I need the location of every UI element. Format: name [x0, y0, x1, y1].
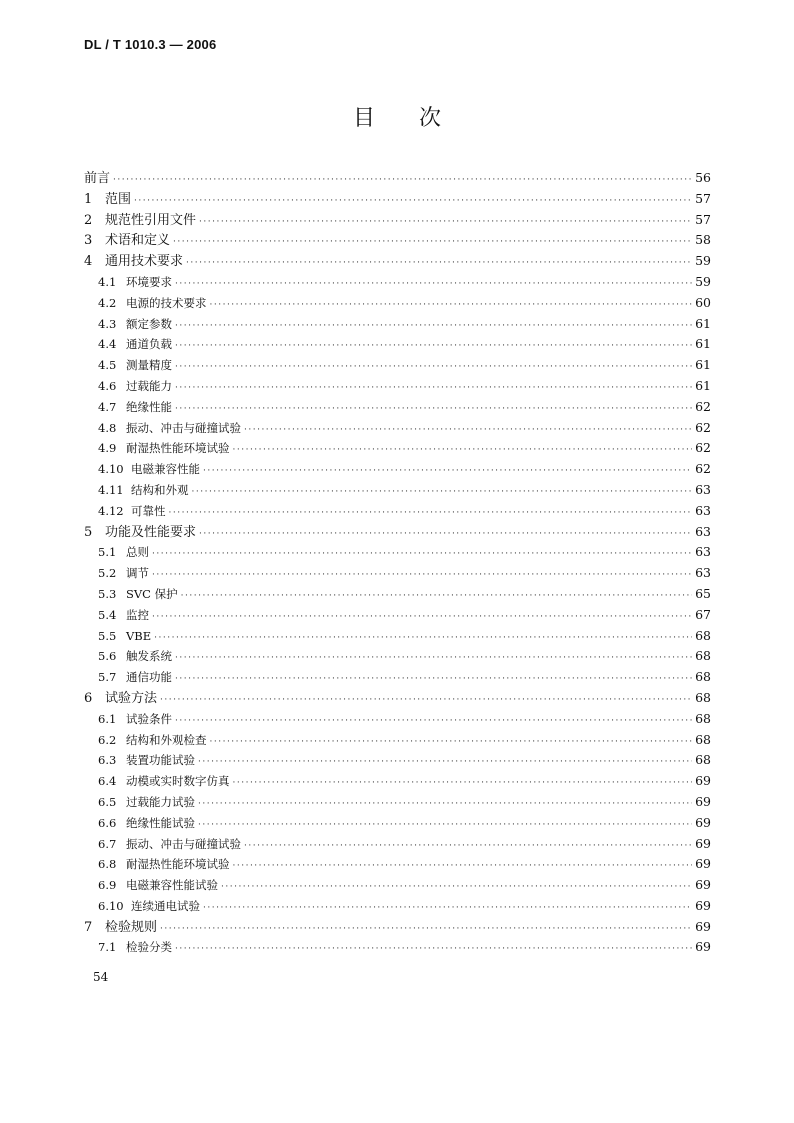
- toc-entry[interactable]: [84, 688, 711, 709]
- toc-leader-dots: [221, 877, 692, 898]
- toc-leader-dots: [152, 607, 692, 628]
- toc-entry-number: 6.5: [98, 794, 117, 809]
- toc-leader-dots: [113, 170, 692, 191]
- toc-entry-label: 振动、冲击与碰撞试验: [126, 420, 241, 435]
- toc-entry-label: 绝缘性能试验: [126, 815, 195, 830]
- toc-entry[interactable]: [84, 917, 711, 938]
- toc-entry-label: 环境要求: [126, 274, 172, 289]
- toc-entry-number: 5.6: [98, 649, 117, 664]
- toc-entry-label: 触发系统: [126, 649, 172, 664]
- toc-entry-page: 59: [695, 253, 711, 269]
- toc-entry-number: 4.7: [98, 399, 117, 414]
- toc-entry-page: 69: [695, 814, 711, 830]
- toc-entry-page: 69: [695, 856, 711, 872]
- table-of-contents: [84, 168, 711, 958]
- toc-entry-number: 4.12: [98, 503, 124, 518]
- toc-entry[interactable]: [84, 355, 711, 376]
- toc-entry-number: 6.10: [98, 898, 124, 913]
- toc-leader-dots: [199, 212, 692, 233]
- toc-entry-page: 63: [695, 565, 711, 581]
- toc-entry-number: 5.3: [98, 586, 117, 601]
- toc-entry[interactable]: [84, 397, 711, 418]
- toc-entry-number: 4.6: [98, 378, 117, 393]
- toc-leader-dots: [175, 711, 692, 732]
- toc-leader-dots: [198, 752, 692, 773]
- toc-entry[interactable]: [84, 896, 711, 917]
- toc-entry[interactable]: [84, 771, 711, 792]
- toc-entry-label: 电磁兼容性能试验: [126, 878, 218, 893]
- toc-entry-number: 6.7: [98, 836, 117, 851]
- toc-entry[interactable]: [84, 792, 711, 813]
- toc-entry-label: 测量精度: [126, 358, 172, 373]
- toc-entry-label: 检验规则: [105, 919, 158, 935]
- toc-entry[interactable]: [84, 418, 711, 439]
- toc-entry[interactable]: [84, 937, 711, 958]
- toc-entry-page: 68: [695, 731, 711, 747]
- toc-entry[interactable]: [84, 750, 711, 771]
- toc-leader-dots: [233, 440, 693, 461]
- toc-entry-number: 7: [84, 919, 93, 935]
- toc-leader-dots: [175, 399, 692, 420]
- toc-leader-dots: [152, 565, 692, 586]
- toc-entry-page: 68: [695, 752, 711, 768]
- toc-entry-label: 可靠性: [131, 503, 166, 518]
- toc-entry-label: 调节: [126, 566, 149, 581]
- toc-entry-label: VBE: [126, 628, 152, 643]
- toc-leader-dots: [152, 544, 692, 565]
- toc-entry[interactable]: [84, 584, 711, 605]
- toc-entry-page: 63: [695, 544, 711, 560]
- toc-entry-page: 61: [695, 357, 711, 373]
- toc-entry-page: 63: [695, 502, 711, 518]
- toc-entry[interactable]: [84, 605, 711, 626]
- toc-leader-dots: [181, 586, 692, 607]
- toc-entry-number: 1: [84, 191, 93, 207]
- toc-entry-number: 4.9: [98, 441, 117, 456]
- toc-entry[interactable]: [84, 667, 711, 688]
- toc-entry-page: 69: [695, 835, 711, 851]
- toc-leader-dots: [244, 836, 692, 857]
- toc-leader-dots: [233, 773, 693, 794]
- toc-leader-dots: [175, 336, 692, 357]
- toc-leader-dots: [233, 856, 693, 877]
- toc-entry-page: 62: [695, 461, 711, 477]
- toc-entry-label: 试验条件: [126, 711, 172, 726]
- toc-leader-dots: [134, 191, 692, 212]
- toc-leader-dots: [154, 628, 692, 649]
- toc-entry-page: 69: [695, 939, 711, 955]
- toc-leader-dots: [160, 919, 692, 940]
- toc-entry-number: 6.9: [98, 878, 117, 893]
- toc-leader-dots: [192, 482, 693, 503]
- toc-leader-dots: [175, 669, 692, 690]
- toc-entry-label: 绝缘性能: [126, 399, 172, 414]
- toc-entry-page: 69: [695, 918, 711, 934]
- toc-leader-dots: [186, 253, 692, 274]
- toc-entry-page: 69: [695, 773, 711, 789]
- toc-entry-number: 4.1: [98, 274, 117, 289]
- toc-entry-label: 规范性引用文件: [105, 212, 197, 228]
- toc-entry-label: 功能及性能要求: [105, 524, 197, 540]
- toc-entry-label: 连续通电试验: [131, 898, 200, 913]
- toc-leader-dots: [199, 524, 692, 545]
- toc-entry[interactable]: [84, 834, 711, 855]
- toc-entry-page: 56: [695, 170, 711, 185]
- toc-entry-page: 68: [695, 710, 711, 726]
- toc-entry-label: 范围: [105, 191, 132, 207]
- toc-entry-number: 2: [84, 212, 93, 228]
- toc-entry-label: 监控: [126, 607, 149, 622]
- toc-entry-page: 68: [695, 689, 711, 705]
- toc-leader-dots: [198, 815, 692, 836]
- toc-entry[interactable]: [84, 438, 711, 459]
- toc-entry-page: 57: [695, 190, 711, 206]
- toc-entry[interactable]: [84, 459, 711, 480]
- toc-entry-number: 4.3: [98, 316, 117, 331]
- toc-entry[interactable]: [84, 251, 711, 272]
- toc-leader-dots: [210, 732, 693, 753]
- toc-entry-label: 总则: [126, 545, 149, 560]
- toc-entry-number: 5.7: [98, 670, 117, 685]
- toc-entry-label: 振动、冲击与碰撞试验: [126, 836, 241, 851]
- toc-leader-dots: [175, 648, 692, 669]
- toc-entry-label: 试验方法: [105, 690, 158, 706]
- toc-entry-number: 4: [84, 254, 93, 270]
- toc-entry-page: 69: [695, 793, 711, 809]
- toc-entry-page: 63: [695, 523, 711, 539]
- toc-entry-page: 58: [695, 232, 711, 248]
- toc-entry-label: 结构和外观: [131, 482, 189, 497]
- toc-leader-dots: [169, 503, 693, 524]
- title-char-2: 次: [419, 106, 442, 131]
- toc-entry-page: 57: [695, 211, 711, 227]
- toc-entry-page: 61: [695, 336, 711, 352]
- toc-entry-label: 耐湿热性能环境试验: [126, 857, 230, 872]
- toc-leader-dots: [244, 420, 692, 441]
- toc-entry-label: 电磁兼容性能: [131, 462, 200, 477]
- toc-entry[interactable]: [84, 854, 711, 875]
- toc-entry-page: 69: [695, 877, 711, 893]
- toc-entry[interactable]: [84, 730, 711, 751]
- toc-entry-label: 检验分类: [126, 940, 172, 955]
- page-number: 54: [93, 970, 109, 984]
- toc-entry-number: 4.10: [98, 462, 124, 477]
- toc-entry[interactable]: [84, 626, 711, 647]
- toc-leader-dots: [160, 690, 692, 711]
- toc-entry-number: 6.4: [98, 774, 117, 789]
- toc-entry[interactable]: [84, 189, 711, 210]
- toc-entry-page: 63: [695, 481, 711, 497]
- toc-entry-number: 4.5: [98, 358, 117, 373]
- toc-entry[interactable]: [84, 813, 711, 834]
- toc-entry[interactable]: [84, 480, 711, 501]
- toc-entry-page: 68: [695, 627, 711, 643]
- toc-entry-page: 62: [695, 440, 711, 456]
- toc-entry-label: 动模或实时数字仿真: [126, 774, 230, 789]
- toc-entry[interactable]: [84, 542, 711, 563]
- toc-entry-label: 过载能力试验: [126, 794, 195, 809]
- toc-entry-number: 6: [84, 690, 93, 706]
- toc-entry[interactable]: [84, 376, 711, 397]
- toc-entry-label: SVC 保护: [126, 586, 178, 601]
- toc-entry-label: 结构和外观检查: [126, 732, 207, 747]
- toc-leader-dots: [203, 898, 692, 919]
- standard-code: DL / T 1010.3 — 2006: [84, 37, 217, 52]
- toc-entry-page: 62: [695, 419, 711, 435]
- toc-entry-number: 7.1: [98, 940, 117, 955]
- toc-entry-label: 额定参数: [126, 316, 172, 331]
- toc-entry-number: 4.8: [98, 420, 117, 435]
- toc-entry-page: 62: [695, 398, 711, 414]
- toc-entry-number: 4.2: [98, 295, 117, 310]
- toc-entry[interactable]: [84, 875, 711, 896]
- toc-leader-dots: [175, 378, 692, 399]
- toc-entry[interactable]: [84, 293, 711, 314]
- toc-entry-page: 67: [695, 606, 711, 622]
- toc-entry-page: 69: [695, 897, 711, 913]
- toc-entry-page: 68: [695, 648, 711, 664]
- toc-entry-number: 6.8: [98, 857, 117, 872]
- toc-entry-label: 通信功能: [126, 670, 172, 685]
- toc-leader-dots: [198, 794, 692, 815]
- toc-entry-number: 3: [84, 233, 93, 249]
- toc-entry-page: 68: [695, 669, 711, 685]
- toc-entry[interactable]: [84, 314, 711, 335]
- page-title: [0, 101, 794, 132]
- toc-entry[interactable]: [84, 522, 711, 543]
- toc-entry[interactable]: [84, 563, 711, 584]
- toc-leader-dots: [175, 316, 692, 337]
- toc-entry-label: 装置功能试验: [126, 753, 195, 768]
- toc-entry-page: 61: [695, 377, 711, 393]
- toc-entry-label: 前言: [84, 171, 111, 186]
- toc-entry-page: 60: [695, 294, 711, 310]
- toc-entry-number: 6.3: [98, 753, 117, 768]
- toc-entry[interactable]: [84, 501, 711, 522]
- toc-entry-number: 5.1: [98, 545, 117, 560]
- toc-entry[interactable]: [84, 709, 711, 730]
- toc-entry-label: 术语和定义: [105, 233, 171, 249]
- toc-entry-number: 6.6: [98, 815, 117, 830]
- toc-entry[interactable]: [84, 646, 711, 667]
- toc-entry-label: 电源的技术要求: [126, 295, 207, 310]
- toc-entry-number: 4.4: [98, 337, 117, 352]
- toc-entry-label: 通道负载: [126, 337, 172, 352]
- toc-entry-number: 5.2: [98, 566, 117, 581]
- toc-entry-number: 5.5: [98, 628, 117, 643]
- toc-entry-page: 65: [695, 585, 711, 601]
- toc-leader-dots: [175, 939, 692, 960]
- toc-entry[interactable]: [84, 272, 711, 293]
- toc-leader-dots: [203, 461, 692, 482]
- toc-entry[interactable]: [84, 210, 711, 231]
- toc-entry[interactable]: [84, 168, 711, 189]
- title-char-1: 目: [352, 106, 375, 131]
- toc-entry-page: 59: [695, 273, 711, 289]
- toc-entry-number: 6.2: [98, 732, 117, 747]
- toc-leader-dots: [173, 232, 692, 253]
- toc-leader-dots: [175, 274, 692, 295]
- toc-entry-label: 过载能力: [126, 378, 172, 393]
- toc-entry-number: 6.1: [98, 711, 117, 726]
- toc-entry-number: 5: [84, 524, 93, 540]
- toc-entry-label: 耐湿热性能环境试验: [126, 441, 230, 456]
- toc-entry-number: 4.11: [98, 482, 124, 497]
- toc-entry-page: 61: [695, 315, 711, 331]
- toc-entry-label: 通用技术要求: [105, 254, 184, 270]
- toc-entry-number: 5.4: [98, 607, 117, 622]
- toc-entry[interactable]: [84, 230, 711, 251]
- toc-entry[interactable]: [84, 334, 711, 355]
- toc-leader-dots: [210, 295, 693, 316]
- toc-leader-dots: [175, 357, 692, 378]
